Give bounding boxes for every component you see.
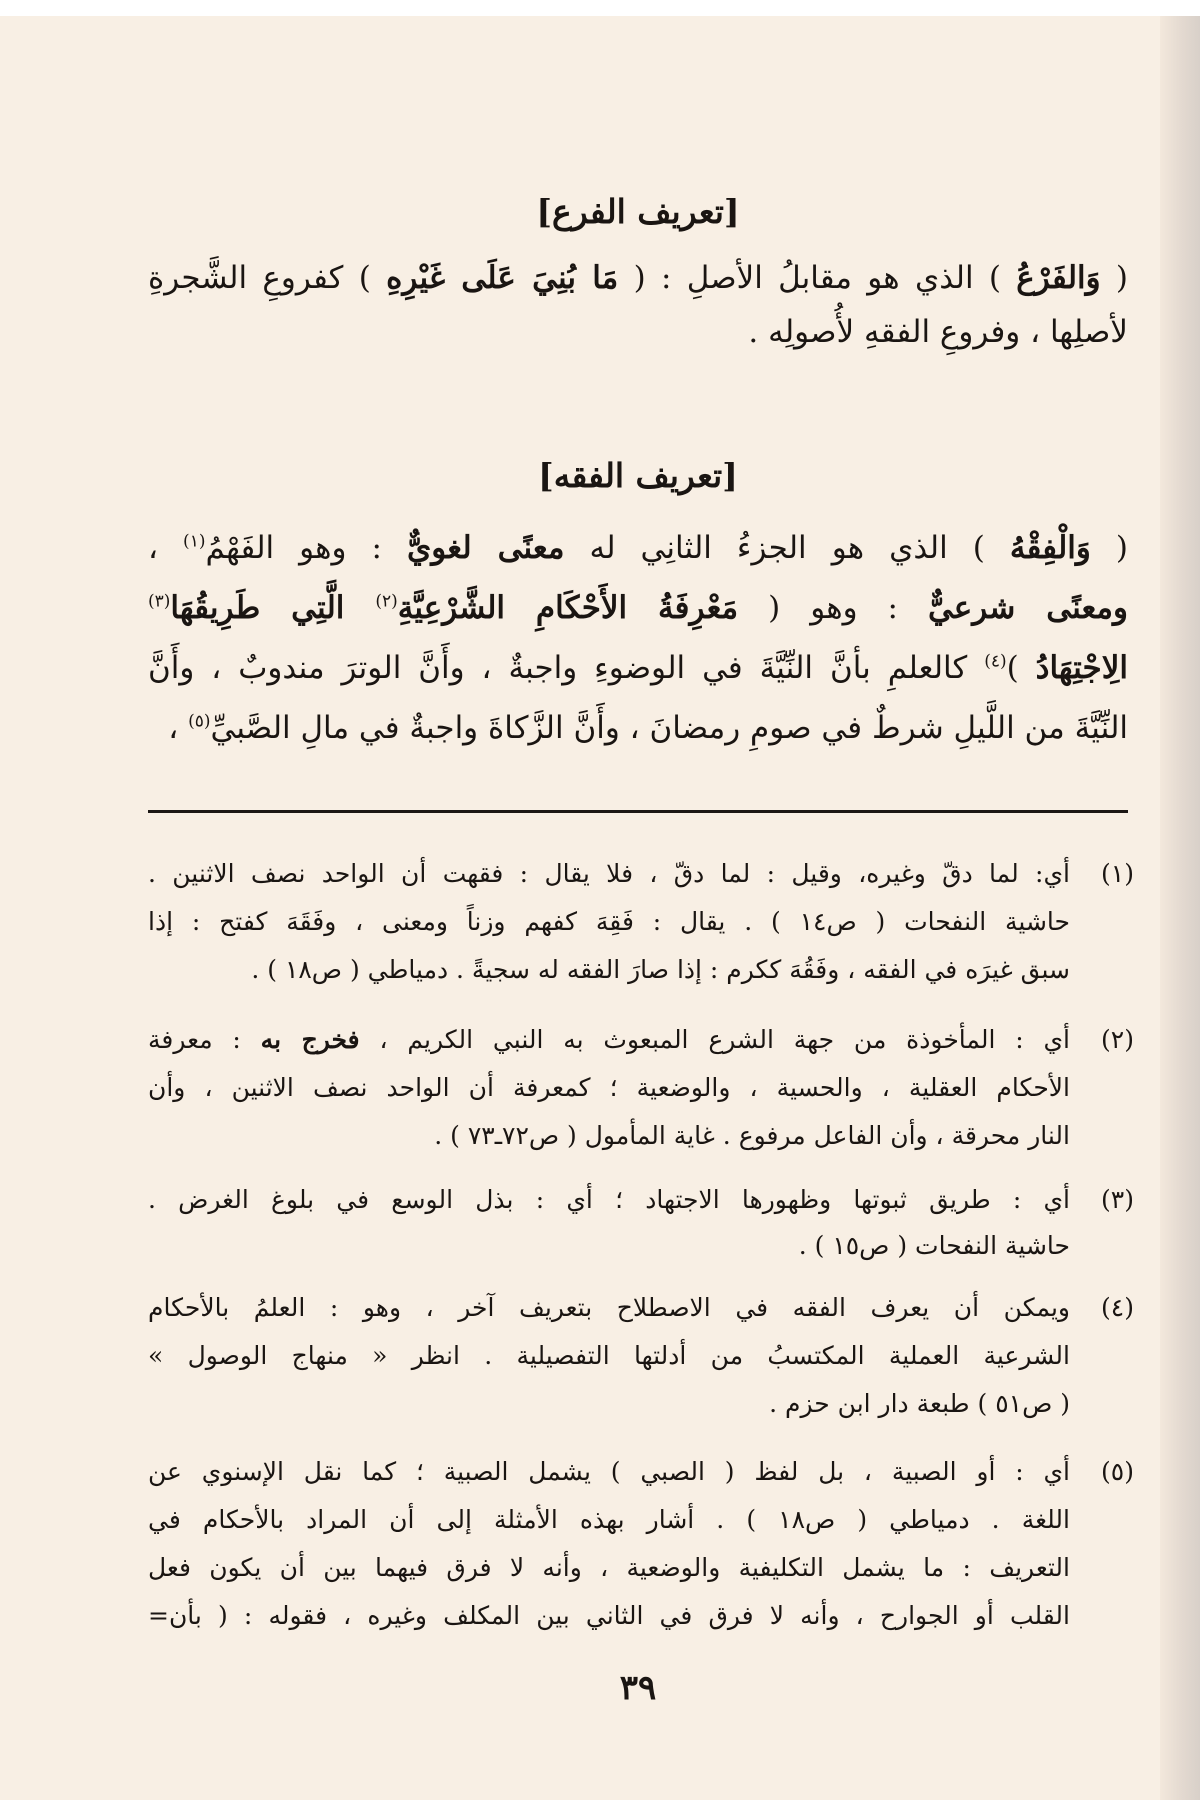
text-run: )	[1006, 650, 1036, 686]
footnote-line: أي : أو الصبية ، بل لفظ ( الصبي ) يشمل الصبية ؛ كما نقل الإسنوي عن	[148, 1457, 1070, 1486]
footnote-line: الأحكام العقلية ، والحسية ، والوضعية ؛ كمعرفة أن الواحد نصف الاثنين ، وأن	[148, 1073, 1070, 1102]
footnote-line: اللغة . دمياطي ( ص١٨ ) . أشار بهذه الأمثلة إلى أن المراد بالأحكام في	[148, 1505, 1070, 1534]
bold-term: مَا بُنِيَ عَلَى غَيْرِهِ	[386, 260, 619, 296]
main-text-line	[148, 526, 1128, 570]
text-run: ،	[148, 530, 184, 566]
main-text-line	[148, 586, 1128, 630]
main-text-line	[148, 256, 1128, 300]
footnote-ref-3[interactable]: (٣)	[148, 591, 171, 612]
bold-term: الَّتِي طَرِيقُهَا	[170, 590, 376, 626]
text-run: ) الذي هو الجزءُ الثانِي له	[564, 530, 1010, 566]
section-heading-fiqh: [تعريف الفقه]	[538, 456, 738, 495]
footnote-line	[148, 1020, 1070, 1060]
footnote-ref-5[interactable]: (٥)	[188, 711, 211, 732]
page-content	[148, 16, 1134, 1800]
bold-term: وَالْفِقْهُ	[1009, 530, 1091, 566]
footnote-line: أي: لما دقّ وغيره، وقيل : لما دقّ ، فلا يقال : فقهت أن الواحد نصف الاثنين .	[148, 859, 1070, 888]
text-run: (	[1090, 530, 1129, 566]
footnote-ref-4[interactable]: (٤)	[984, 651, 1007, 672]
footnote-ref-1[interactable]: (١)	[183, 531, 206, 552]
footnote-line: الشرعية العملية المكتسبُ من أدلتها التفصيلية . انظر « منهاج الوصول »	[148, 1341, 1070, 1370]
text-run: النِّيَّةَ من اللَّيلِ شرطٌ في صومِ رمضانَ ، وأَنَّ الزَّكاةَ واجبةٌ في مالِ الصَّبيِّ	[210, 710, 1128, 746]
text-run: ) كفروعِ الشَّجرةِ	[148, 260, 387, 296]
footnote-number: (١)	[1101, 859, 1134, 888]
text-run: كالعلمِ بأنَّ النِّيَّةَ في الوضوءِ واجبةٌ ، وأَنَّ الوترَ مندوبٌ ، وأَنَّ	[148, 650, 985, 686]
footnote-line: حاشية النفحات ( ص١٥ ) .	[798, 1231, 1070, 1260]
footnote-line: أي : طريق ثبوتها وظهورها الاجتهاد ؛ أي : بذل الوسع في بلوغ الغرض .	[148, 1185, 1070, 1214]
footnote-line: ويمكن أن يعرف الفقه في الاصطلاح بتعريف آخر ، وهو : العلمُ بالأحكام	[148, 1293, 1070, 1322]
footnote-number: (٢)	[1101, 1025, 1134, 1054]
footnote-line: التعريف : ما يشمل التكليفية والوضعية ، وأنه لا فرق فيهما بين أن يكون فعل	[148, 1553, 1070, 1582]
main-text-line	[148, 706, 1128, 750]
text-run: : وهو (	[738, 590, 928, 626]
footnote-ref-2[interactable]: (٢)	[375, 591, 398, 612]
footnote-line: القلب أو الجوارح ، وأنه لا فرق في الثاني بين المكلف وغيره ، فقوله : ( بأن=	[148, 1601, 1070, 1630]
text-run: ،	[168, 710, 189, 746]
bold-term: ومعنًى شرعيٌّ	[927, 590, 1128, 626]
text-run: : معرفة	[148, 1025, 261, 1054]
footnote-separator	[148, 810, 1128, 813]
footnote-number: (٣)	[1101, 1185, 1134, 1214]
bold-term: الِاجْتِهَادُ	[1035, 650, 1128, 686]
bold-term: وَالفَرْعُ	[1016, 260, 1101, 296]
text-run: أي : المأخوذة من جهة الشرع المبعوث به النبي الكريم ،	[359, 1025, 1070, 1054]
main-text-line: لأصلِها ، وفروعِ الفقهِ لأُصولِه .	[748, 314, 1128, 350]
bold-term: معنًى لغويٌّ	[407, 530, 565, 566]
bold-term: مَعْرِفَةُ الأَحْكَامِ الشَّرْعِيَّةِ	[397, 590, 739, 626]
footnote-number: (٤)	[1101, 1293, 1134, 1322]
text-run: (	[1100, 260, 1128, 296]
footnote-line: سبق غيرَه في الفقه ، وفَقُهَ ككرم : إذا صارَ الفقه له سجيةً . دمياطي ( ص١٨ ) .	[251, 955, 1070, 984]
page-edge-shadow	[1160, 16, 1200, 1800]
footnote-line: النار محرقة ، وأن الفاعل مرفوع . غاية المأمول ( ص٧٢ـ٧٣ ) .	[434, 1121, 1070, 1150]
main-text-line	[148, 646, 1128, 690]
text-run: ) الذي هو مقابلُ الأصلِ : (	[618, 260, 1017, 296]
footnote-line: ( ص٥١ ) طبعة دار ابن حزم .	[769, 1389, 1070, 1418]
book-page	[0, 16, 1200, 1800]
bold-term: فخرج به	[260, 1025, 360, 1054]
footnote-line: حاشية النفحات ( ص١٤ ) . يقال : فَقِهَ كفهم وزناً ومعنى ، وفَقَهَ كفتح : إذا	[148, 907, 1070, 936]
text-run: : وهو الفَهْمُ	[205, 530, 408, 566]
footnote-number: (٥)	[1101, 1457, 1134, 1486]
section-heading-far: [تعريف الفرع]	[536, 192, 740, 231]
page-number: ٣٩	[619, 1668, 657, 1708]
